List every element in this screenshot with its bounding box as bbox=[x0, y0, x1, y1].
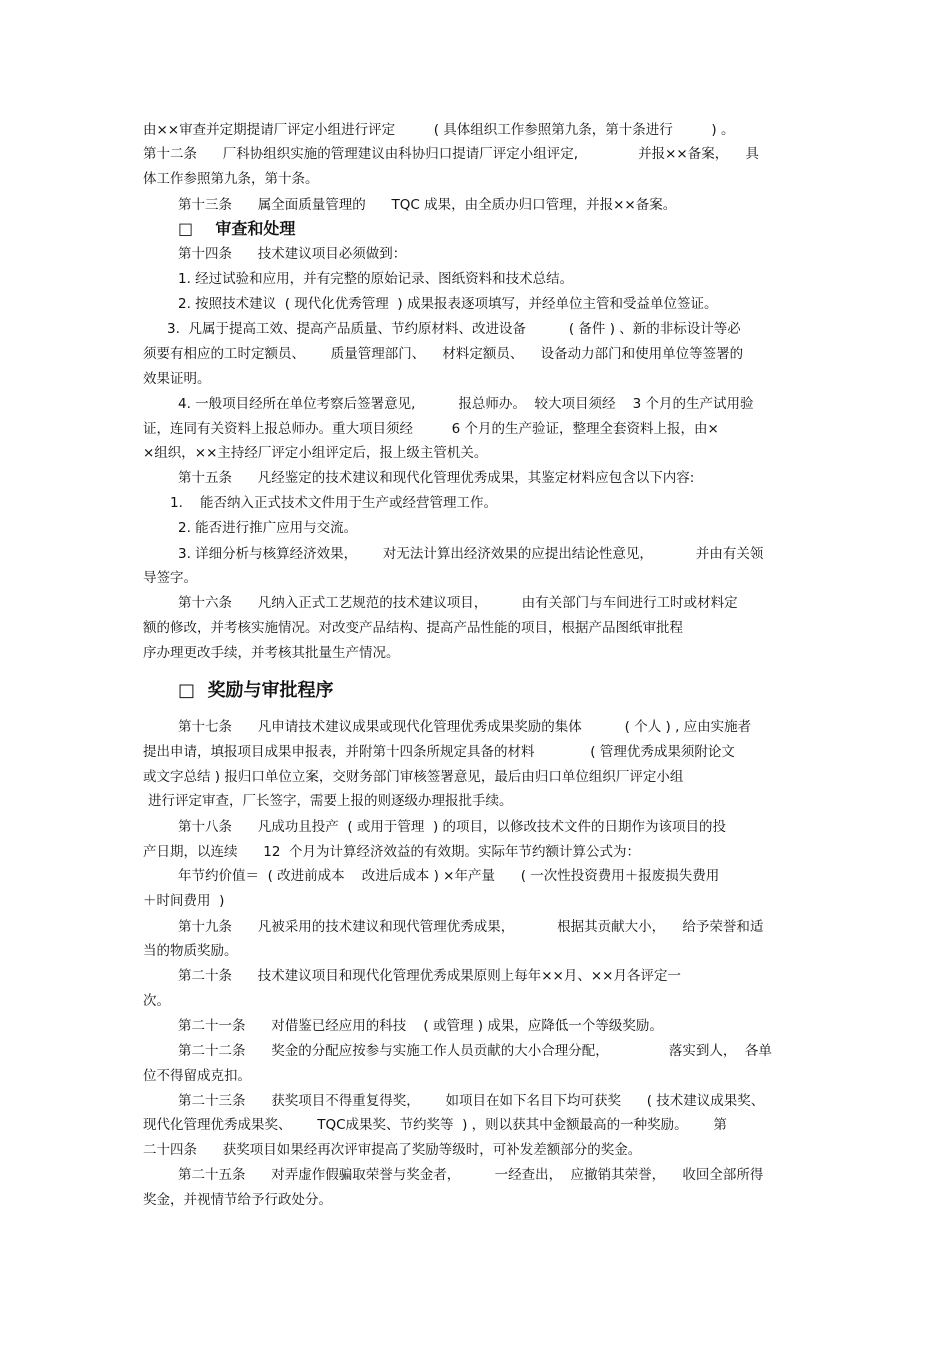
text-line: 第二十二条 奖金的分配应按参与实施工作人员贡献的大小合理分配， 落实到人， 各单 bbox=[178, 1043, 772, 1059]
text-line: 证，连同有关资料上报总师办。重大项目须经 6 个月的生产验证，整理全套资料上报，由× bbox=[143, 421, 719, 437]
text-line: 额的修改，并考核实施情况。对改变产品结构、提高产品性能的项目，根据产品图纸审批程 bbox=[143, 620, 683, 636]
text-line: 3. 详细分析与核算经济效果， 对无法计算出经济效果的应提出结论性意见， 并由有关领 bbox=[178, 546, 764, 562]
text-line: 第十四条 技术建议项目必须做到： bbox=[178, 246, 407, 262]
text-line: 第二十一条 对借鉴已经应用的科技 ( 或管理 ) 成果，应降低一个等级奖励。 bbox=[178, 1018, 663, 1034]
section-heading-review: □ 审查和处理 bbox=[178, 219, 296, 238]
text-line: 第十八条 凡成功且投产 ( 或用于管理 ) 的项目，以修改技术文件的日期作为该项目的投 bbox=[178, 819, 727, 835]
text-line: 导签字。 bbox=[143, 570, 197, 586]
text-line: 1. 经过试验和应用，并有完整的原始记录、图纸资料和技术总结。 bbox=[178, 271, 574, 287]
text-line: ×组织，××主持经厂评定小组评定后，报上级主管机关。 bbox=[143, 445, 488, 461]
text-line: 2. 按照技术建议 ( 现代化优秀管理 ) 成果报表逐项填写，并经单位主管和受益单位签证。 bbox=[178, 296, 718, 312]
text-line: 2. 能否进行推广应用与交流。 bbox=[178, 520, 358, 536]
text-line: 序办理更改手续，并考核其批量生产情况。 bbox=[143, 645, 400, 661]
text-line: 或文字总结 ) 报归口单位立案，交财务部门审核签署意见，最后由归口单位组织厂评定小组 bbox=[143, 769, 684, 785]
section-heading-award: □ 奖励与审批程序 bbox=[178, 680, 334, 701]
text-line: 第十二条 厂科协组织实施的管理建议由科协归口提请厂评定小组评定, 并报××备案， 具 bbox=[143, 146, 759, 162]
text-line: 效果证明。 bbox=[143, 371, 211, 387]
text-line: 位不得留成克扣。 bbox=[143, 1068, 251, 1084]
text-line: 第十五条 凡经鉴定的技术建议和现代化管理优秀成果，其鉴定材料应包含以下内容: bbox=[178, 470, 695, 486]
text-line: 第十七条 凡申请技术建议成果或现代化管理优秀成果奖励的集体 ( 个人 ) , 应由实施者 bbox=[178, 719, 752, 735]
text-line: 次。 bbox=[143, 993, 170, 1009]
text-line: 第十六条 凡纳入正式工艺规范的技术建议项目， 由有关部门与车间进行工时或材料定 bbox=[178, 595, 738, 611]
text-line: 第二十五条 对弄虚作假骗取荣誉与奖金者， 一经查出， 应撤销其荣誉， 收回全部所得 bbox=[178, 1167, 764, 1183]
text-line: 年节约价值＝ ( 改进前成本 改进后成本 ) ×年产量 ( 一次性投资费用＋报废损失费用 bbox=[178, 868, 720, 884]
text-line: 由××审查并定期提请厂评定小组进行评定 ( 具体组织工作参照第九条，第十条进行 ) 。 bbox=[143, 122, 735, 138]
text-line: 第二十条 技术建议项目和现代化管理优秀成果原则上每年××月、××月各评定一 bbox=[178, 968, 681, 984]
text-line: 第二十三条 获奖项目不得重复得奖， 如项目在如下名目下均可获奖 ( 技术建议成果奖、 bbox=[178, 1093, 765, 1109]
text-line: 3. 凡属于提高工效、提高产品质量、节约原材料、改进设备 ( 备件 ) 、新的非标设计等必 bbox=[167, 321, 741, 337]
text-line: 第十九条 凡被采用的技术建议和现代管理优秀成果， 根据其贡献大小， 给予荣誉和适 bbox=[178, 919, 764, 935]
text-line: 须要有相应的工时定额员、 质量管理部门、 材料定额员、 设备动力部门和使用单位等签署的 bbox=[143, 346, 744, 362]
text-line: 二十四条 获奖项目如果经再次评审提高了奖励等级时，可补发差额部分的奖金。 bbox=[143, 1142, 642, 1158]
text-line: 当的物质奖励。 bbox=[143, 943, 238, 959]
text-line: 提出申请，填报项目成果申报表，并附第十四条所规定具备的材料 ( 管理优秀成果须附论文 bbox=[143, 744, 735, 760]
text-line: ＋时间费用 ) bbox=[143, 893, 225, 909]
text-line: 进行评定审查，厂长签字，需要上报的则逐级办理报批手续。 bbox=[148, 793, 513, 809]
text-line: 产日期，以连续 12 个月为计算经济效益的有效期。实际年节约额计算公式为： bbox=[143, 844, 641, 860]
text-line: 第十三条 属全面质量管理的 TQC 成果，由全质办归口管理，并报××备案。 bbox=[178, 197, 677, 213]
text-line: 体工作参照第九条，第十条。 bbox=[143, 171, 319, 187]
text-line: 1. 能否纳入正式技术文件用于生产或经营管理工作。 bbox=[170, 495, 498, 511]
text-line: 现代化管理优秀成果奖、 TQC成果奖、节约奖等 ) ，则以获其中金额最高的一种奖励。 第 bbox=[143, 1117, 727, 1133]
text-line: 4. 一般项目经所在单位考察后签署意见, 报总师办。 较大项目须经 3 个月的生产试用验 bbox=[178, 396, 754, 412]
text-line: 奖金，并视情节给予行政处分。 bbox=[143, 1192, 332, 1208]
